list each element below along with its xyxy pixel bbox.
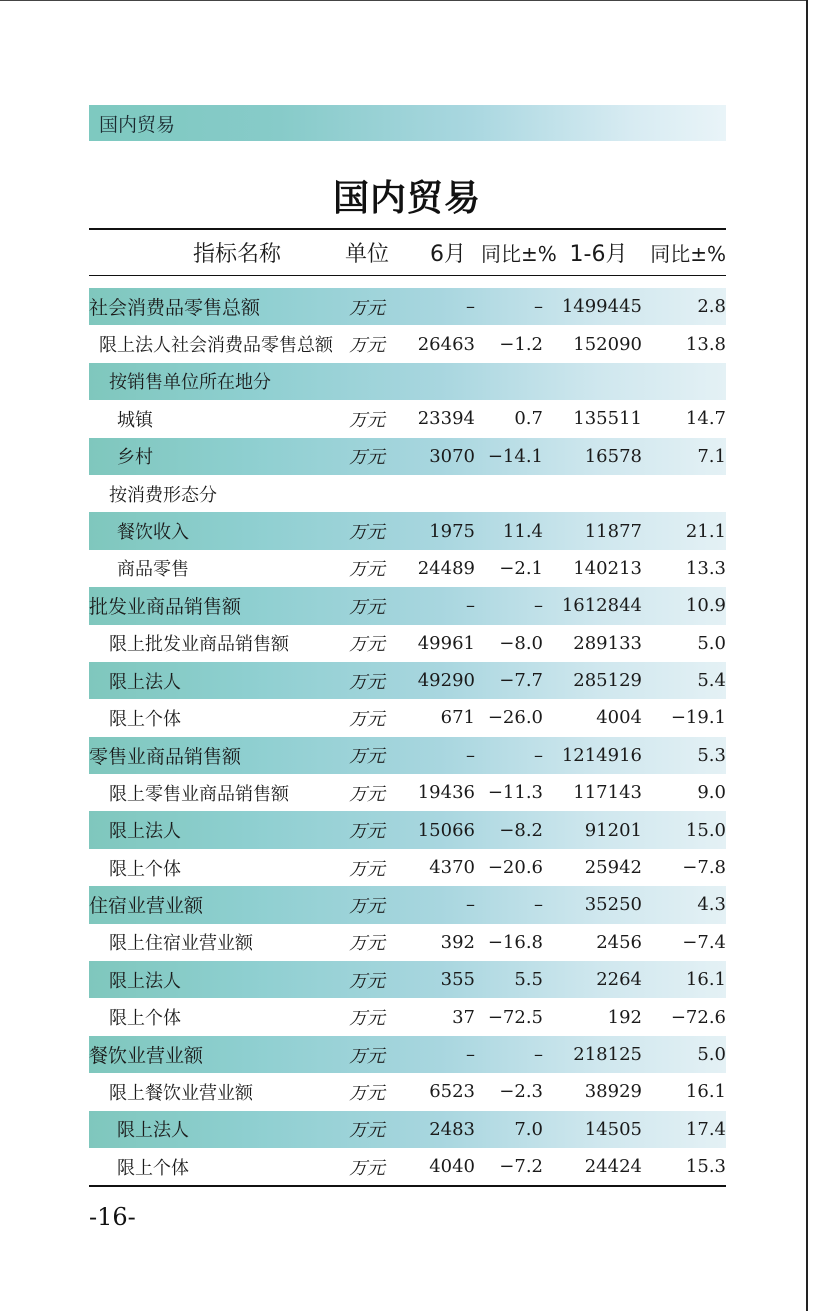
- row-month6-value: –: [466, 744, 475, 766]
- table-row: [89, 1111, 726, 1148]
- row-ytd-value: 1499445: [561, 296, 642, 318]
- row-yoy-ytd-value: 13.3: [685, 557, 726, 579]
- row-ytd-value: 11877: [584, 520, 642, 542]
- table-row: [89, 550, 726, 587]
- row-ytd-value: 117143: [573, 782, 642, 804]
- row-ytd-value: 91201: [584, 819, 642, 841]
- row-unit: 万元: [349, 335, 385, 357]
- row-unit: 万元: [349, 1082, 385, 1104]
- table-row: [89, 288, 726, 325]
- row-ytd-value: 4004: [596, 707, 642, 729]
- row-ytd-value: 285129: [573, 670, 642, 692]
- table-row: [89, 475, 726, 512]
- row-ytd-value: 152090: [573, 333, 642, 355]
- row-yoy-ytd-value: −7.8: [682, 857, 726, 879]
- row-month6-value: 1975: [429, 520, 475, 542]
- row-ytd-value: 16578: [584, 445, 642, 467]
- row-name: 限上零售业商品销售额: [109, 783, 289, 805]
- row-yoy-ytd-value: 5.3: [697, 744, 726, 766]
- row-yoy-ytd-value: 14.7: [685, 408, 726, 430]
- row-yoy-ytd-value: −7.4: [682, 931, 726, 953]
- row-name: 住宿业营业额: [89, 895, 204, 918]
- row-name: 限上批发业商品销售额: [109, 634, 289, 656]
- row-yoy-ytd-value: 17.4: [685, 1118, 726, 1140]
- row-month6-value: 392: [440, 931, 475, 953]
- row-yoy-ytd-value: 10.9: [685, 595, 726, 617]
- row-unit: 万元: [349, 708, 385, 730]
- row-name: 社会消费品零售总额: [89, 297, 261, 320]
- row-yoy-ytd-value: 21.1: [685, 520, 726, 542]
- row-unit: 万元: [349, 895, 385, 917]
- row-yoy-ytd-value: 15.0: [685, 819, 726, 841]
- row-yoy-value: −14.1: [487, 445, 543, 467]
- row-yoy-ytd-value: 9.0: [697, 782, 726, 804]
- header-month6: 6月: [430, 242, 466, 267]
- table-row: [89, 961, 726, 998]
- row-unit: 万元: [349, 409, 385, 431]
- row-yoy-ytd-value: 15.3: [685, 1156, 726, 1178]
- row-ytd-value: 1612844: [561, 595, 642, 617]
- row-month6-value: 49290: [417, 670, 475, 692]
- table-row: [89, 662, 726, 699]
- row-unit: 万元: [349, 634, 385, 656]
- row-ytd-value: 14505: [584, 1118, 642, 1140]
- row-month6-value: –: [466, 1044, 475, 1065]
- row-name: 限上个体: [117, 1157, 189, 1179]
- row-yoy-value: −16.8: [487, 931, 543, 953]
- top-border: [0, 0, 808, 1]
- row-yoy-ytd-value: 5.4: [697, 670, 726, 692]
- row-yoy-value: 11.4: [502, 520, 543, 542]
- row-name: 限上住宿业营业额: [109, 933, 253, 955]
- row-month6-value: 37: [452, 1006, 475, 1028]
- row-month6-value: 49961: [417, 632, 475, 654]
- row-unit: 万元: [349, 858, 385, 880]
- row-yoy-value: −20.6: [487, 857, 543, 879]
- table-bottom-rule: [89, 1185, 726, 1187]
- table-row: [89, 400, 726, 437]
- row-unit: 万元: [349, 970, 385, 992]
- row-yoy-ytd-value: −19.1: [670, 707, 726, 729]
- row-ytd-value: 1214916: [561, 744, 642, 766]
- row-yoy-value: −2.1: [499, 557, 543, 579]
- row-ytd-value: 135511: [573, 408, 642, 430]
- row-yoy-ytd-value: −72.6: [670, 1006, 726, 1028]
- row-yoy-value: −7.2: [499, 1156, 543, 1178]
- table-row: [89, 886, 726, 923]
- row-ytd-value: 289133: [573, 632, 642, 654]
- row-ytd-value: 38929: [584, 1081, 642, 1103]
- row-yoy-value: 0.7: [514, 408, 543, 430]
- table-row: [89, 849, 726, 886]
- table-row: [89, 737, 726, 774]
- table-row: [89, 512, 726, 549]
- row-yoy-ytd-value: 5.0: [697, 632, 726, 654]
- header-name: 指标名称: [192, 242, 281, 267]
- row-month6-value: 671: [440, 707, 475, 729]
- row-month6-value: –: [466, 296, 475, 318]
- row-unit: 万元: [349, 1008, 385, 1030]
- row-name: 商品零售: [117, 559, 189, 581]
- row-unit: 万元: [349, 821, 385, 843]
- row-yoy-value: –: [534, 1044, 543, 1065]
- row-month6-value: 3070: [429, 445, 475, 467]
- table-row: [89, 1148, 726, 1185]
- row-name: 限上法人: [117, 1120, 189, 1142]
- row-name: 限上法人: [109, 821, 181, 843]
- trade-table: [89, 228, 726, 1187]
- row-unit: 万元: [349, 1120, 385, 1142]
- row-month6-value: 26463: [417, 333, 475, 355]
- table-row: [89, 587, 726, 624]
- row-unit: 万元: [349, 933, 385, 955]
- row-yoy-value: –: [534, 296, 543, 318]
- header-yoy: 同比±%: [481, 242, 557, 266]
- table-row: [89, 438, 726, 475]
- row-yoy-value: −1.2: [499, 333, 543, 355]
- table-row: [89, 625, 726, 662]
- table-row: [89, 998, 726, 1035]
- row-ytd-value: 218125: [573, 1044, 642, 1065]
- row-yoy-value: −2.3: [499, 1081, 543, 1103]
- row-yoy-value: −72.5: [487, 1006, 543, 1028]
- section-header-bar: [89, 105, 726, 141]
- row-yoy-ytd-value: 5.0: [697, 1044, 726, 1065]
- row-yoy-value: 5.5: [514, 969, 543, 991]
- header-ytd: 1-6月: [569, 242, 628, 267]
- row-month6-value: 2483: [429, 1118, 475, 1140]
- row-name: 限上个体: [109, 1008, 181, 1030]
- row-name: 餐饮收入: [117, 522, 189, 544]
- row-month6-value: 355: [440, 969, 475, 991]
- row-yoy-value: –: [534, 894, 543, 916]
- row-ytd-value: 140213: [573, 557, 642, 579]
- row-yoy-value: −11.3: [487, 782, 543, 804]
- row-name: 乡村: [117, 447, 153, 469]
- row-unit: 万元: [349, 1045, 385, 1067]
- row-month6-value: 4370: [429, 857, 475, 879]
- row-yoy-ytd-value: 7.1: [697, 445, 726, 467]
- row-ytd-value: 2456: [596, 931, 642, 953]
- row-ytd-value: 35250: [584, 894, 642, 916]
- row-unit: 万元: [349, 297, 385, 319]
- row-name: 限上个体: [109, 858, 181, 880]
- row-yoy-value: −26.0: [487, 707, 543, 729]
- row-name: 餐饮业营业额: [89, 1045, 204, 1067]
- row-ytd-value: 25942: [584, 857, 642, 879]
- row-name: 按销售单位所在地分: [109, 372, 271, 394]
- row-yoy-value: −8.0: [499, 632, 543, 654]
- row-yoy-value: −8.2: [499, 819, 543, 841]
- row-name: 按消费形态分: [109, 484, 217, 506]
- page-title: 国内贸易: [332, 178, 481, 219]
- row-ytd-value: 24424: [584, 1156, 642, 1178]
- row-unit: 万元: [349, 559, 385, 581]
- row-month6-value: –: [466, 595, 475, 617]
- section-label: 国内贸易: [99, 113, 176, 136]
- table-row: [89, 699, 726, 736]
- row-name: 限上法人: [109, 671, 181, 693]
- row-month6-value: 19436: [417, 782, 475, 804]
- table-row: [89, 774, 726, 811]
- row-month6-value: –: [466, 894, 475, 916]
- row-yoy-value: –: [534, 744, 543, 766]
- row-name: 限上餐饮业营业额: [109, 1082, 253, 1104]
- row-unit: 万元: [349, 746, 385, 768]
- table-row: [89, 363, 726, 400]
- row-ytd-value: 192: [607, 1006, 642, 1028]
- row-month6-value: 23394: [417, 408, 475, 430]
- row-month6-value: 6523: [429, 1081, 475, 1103]
- row-name: 限上法人: [109, 970, 181, 992]
- row-name: 零售业商品销售额: [89, 745, 242, 768]
- row-yoy-ytd-value: 4.3: [697, 894, 726, 916]
- row-unit: 万元: [349, 596, 385, 618]
- table-row: [89, 325, 726, 362]
- row-unit: 万元: [349, 783, 385, 805]
- header-yoy-ytd: 同比±%: [650, 242, 726, 266]
- table-body: [89, 276, 726, 1185]
- table-header: [89, 230, 726, 275]
- row-yoy-ytd-value: 16.1: [685, 969, 726, 991]
- row-yoy-ytd-value: 2.8: [697, 296, 726, 318]
- table-row: [89, 1036, 726, 1073]
- row-yoy-ytd-value: 13.8: [685, 333, 726, 355]
- row-name: 限上法人社会消费品零售总额: [99, 335, 333, 357]
- row-month6-value: 24489: [417, 557, 475, 579]
- row-name: 批发业商品销售额: [89, 596, 242, 619]
- table-row: [89, 924, 726, 961]
- row-yoy-value: −7.7: [499, 670, 543, 692]
- row-unit: 万元: [349, 1157, 385, 1179]
- row-unit: 万元: [349, 522, 385, 544]
- row-ytd-value: 2264: [596, 969, 642, 991]
- header-unit: 单位: [345, 242, 390, 267]
- row-unit: 万元: [349, 671, 385, 693]
- row-yoy-value: 7.0: [514, 1118, 543, 1140]
- row-name: 城镇: [117, 409, 153, 431]
- table-row: [89, 811, 726, 848]
- table-row: [89, 1073, 726, 1110]
- row-unit: 万元: [349, 447, 385, 469]
- row-name: 限上个体: [109, 708, 181, 730]
- row-yoy-value: –: [534, 595, 543, 617]
- row-month6-value: 15066: [417, 819, 475, 841]
- page-number: -16-: [89, 1203, 136, 1231]
- row-month6-value: 4040: [429, 1156, 475, 1178]
- row-yoy-ytd-value: 16.1: [685, 1081, 726, 1103]
